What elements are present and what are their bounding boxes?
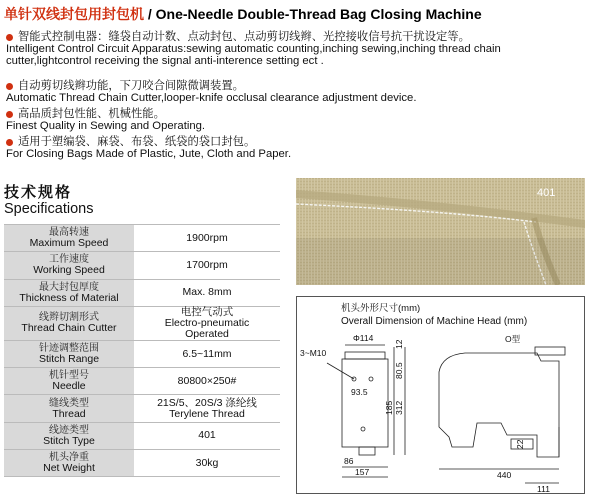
spec-row	[4, 395, 280, 422]
feature-1-en-line-2: cutter,lightcontrol receiving the signal anti-interence setting ect .	[6, 55, 324, 67]
diagram-title-en: Overall Dimension of Machine Head (mm)	[341, 316, 528, 327]
spec-row	[4, 252, 280, 279]
dim-80-5: 80.5	[394, 362, 404, 379]
diagram-title-cn: 机头外形尺寸(mm)	[341, 303, 421, 314]
side-view-drawing	[439, 347, 565, 483]
spec-row	[4, 279, 280, 306]
feature-2-en-line-1: Automatic Thread Chain Cutter,looper-knife occlusal clearance adjustment device.	[6, 92, 417, 104]
dim-86: 86	[344, 456, 354, 466]
title-en: One-Needle Double-Thread Bag Closing Machine	[155, 6, 482, 22]
spec-value: 30kg	[134, 450, 280, 477]
dim-111: 111	[537, 484, 550, 493]
feature-1-cn: 智能式控制电器：缝袋自动计数、点动封包、点动剪切线辫、光控接收信号抗干扰设定等。	[18, 31, 470, 43]
spec-value: 6.5~11mm	[134, 340, 280, 367]
bullet-icon	[6, 34, 13, 41]
title-cn: 单针双线封包用封包机	[4, 6, 144, 22]
spec-row	[4, 340, 280, 367]
spec-label-en: Needle	[52, 380, 86, 393]
spec-label	[4, 422, 134, 449]
spec-label-cn: 工作速度	[49, 254, 89, 266]
spec-label-en: Thread Chain Cutter	[21, 322, 117, 335]
feature-4-en-line-1: For Closing Bags Made of Plastic, Jute, Cloth and Paper.	[6, 148, 292, 160]
specs-heading-en: Specifications	[4, 201, 94, 217]
dim-440: 440	[497, 470, 512, 480]
dim-312: 312	[394, 400, 404, 415]
spec-label-cn: 最高转速	[49, 227, 89, 239]
title-separator: /	[147, 6, 152, 22]
spec-label	[4, 252, 134, 279]
spec-label-en: Net Weight	[43, 462, 95, 475]
spec-label-cn: 机针型号	[49, 370, 89, 382]
spec-row	[4, 450, 280, 477]
feature-3	[6, 108, 205, 132]
spec-value: 1900rpm	[134, 225, 280, 252]
feature-4	[6, 136, 291, 160]
spec-label	[4, 279, 134, 306]
dim-157: 157	[355, 467, 370, 477]
spec-value: 1700rpm	[134, 252, 280, 279]
dim-22: 22	[515, 439, 525, 449]
spec-label	[4, 450, 134, 477]
spec-value: 电控气动式 Electro-pneumatic Operated	[134, 306, 280, 340]
dim-12: 12	[394, 339, 404, 349]
spec-value: 401	[134, 422, 280, 449]
spec-value: Max. 8mm	[134, 279, 280, 306]
spec-label-cn: 针迹调整范围	[39, 343, 99, 355]
dim-o-type: O型	[505, 334, 521, 344]
dim-diameter: Φ114	[353, 333, 374, 343]
feature-4-cn: 适用于塑编袋、麻袋、布袋、纸袋的袋口封包。	[18, 136, 256, 148]
feature-3-en-line-1: Finest Quality in Sewing and Operating.	[6, 120, 206, 132]
feature-3-cn: 高品质封包性能、机械性能。	[18, 108, 165, 120]
spec-label	[4, 340, 134, 367]
spec-label-en: Stitch Type	[43, 434, 95, 447]
spec-label-cn: 机头净重	[49, 452, 89, 464]
spec-label-en: Stitch Range	[38, 353, 100, 366]
spec-value: 21S/5、20S/3 涤纶线 Terylene Thread	[134, 395, 280, 422]
spec-row	[4, 306, 280, 340]
page-title	[4, 4, 482, 24]
spec-label	[4, 225, 134, 252]
feature-1-en-line-1: Intelligent Control Circuit Apparatus:sewing automatic counting,inching sewing,inching thread chain	[6, 43, 501, 55]
spec-row	[4, 225, 280, 252]
spec-value: 80800×250#	[134, 368, 280, 395]
spec-label-cn: 最大封包厚度	[39, 281, 99, 293]
spec-label	[4, 395, 134, 422]
spec-row	[4, 422, 280, 449]
spec-row	[4, 368, 280, 395]
spec-label-cn: 缝线类型	[49, 397, 89, 409]
spec-label	[4, 368, 134, 395]
feature-2-cn: 自动剪切线辫功能，下刀咬合间隙微调装置。	[18, 80, 244, 92]
dim-185: 185	[384, 400, 394, 415]
specs-heading-cn: 技术规格	[4, 184, 73, 201]
specs-table	[4, 224, 280, 477]
dim-93-5: 93.5	[351, 387, 368, 397]
spec-label-en: Thickness of Material	[19, 291, 119, 304]
dimension-diagram	[296, 296, 585, 494]
spec-label-cn: 线迹类型	[49, 424, 89, 436]
spec-label	[4, 306, 134, 340]
spec-label-cn: 线辫切割形式	[39, 312, 99, 324]
spec-label-en: Working Speed	[33, 264, 105, 277]
bullet-icon	[6, 111, 13, 118]
feature-2	[6, 80, 416, 104]
dim-screw: 3~M10	[300, 348, 327, 358]
bullet-icon	[6, 83, 13, 90]
stitch-type-label: 401	[537, 187, 556, 199]
bullet-icon	[6, 139, 13, 146]
feature-1	[6, 31, 501, 67]
spec-label-en: Thread	[52, 407, 86, 420]
spec-label-en: Maximum Speed	[29, 237, 109, 250]
